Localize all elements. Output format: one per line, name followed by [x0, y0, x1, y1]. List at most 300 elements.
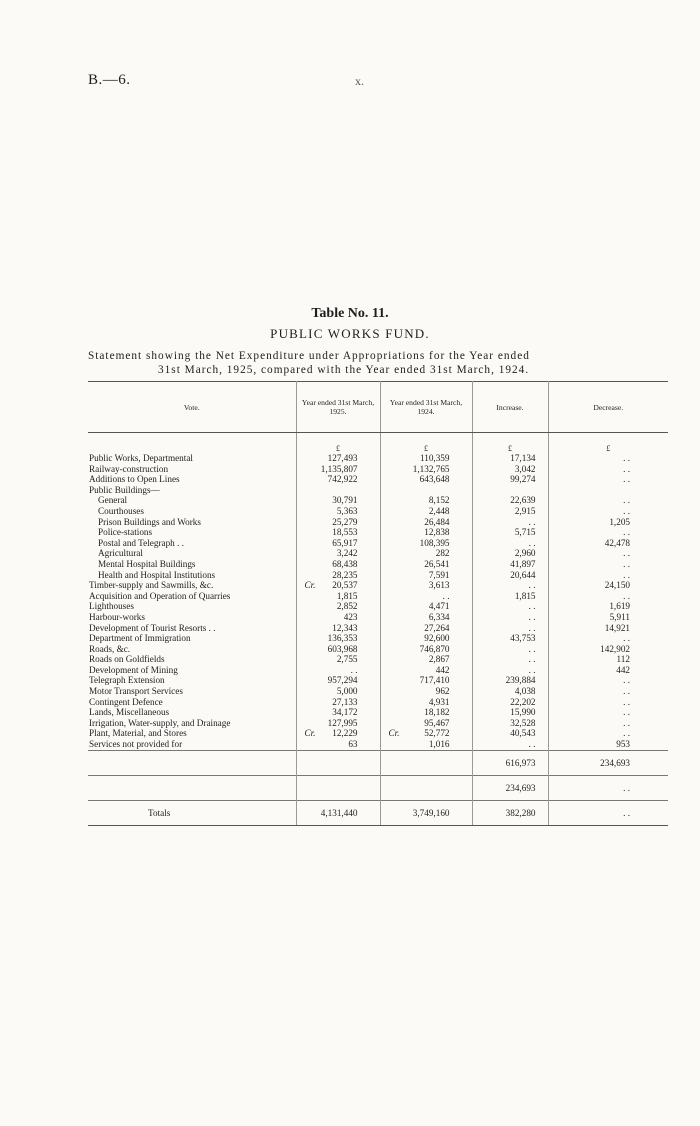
cell-decrease-value: . . — [623, 633, 630, 644]
cell-increase-value: . . — [528, 516, 536, 527]
subtotal-row-cell-1924 — [380, 750, 472, 775]
cell-decrease-value: 112 — [616, 654, 630, 665]
vote-label: Postal and Telegraph . . — [88, 538, 296, 549]
cell-1924 — [380, 517, 472, 528]
cell-1925-value: 127,995 — [327, 717, 358, 728]
net-row — [88, 775, 668, 800]
cell-increase-value: . . — [528, 601, 536, 612]
cell-1924 — [380, 559, 472, 570]
cell-1924 — [380, 718, 472, 729]
table-row — [88, 517, 668, 528]
cell-1925 — [296, 527, 380, 538]
cell-increase — [472, 495, 548, 506]
cell-1925-value: 1,815 — [336, 590, 358, 601]
cell-1924-value: 3,613 — [428, 580, 450, 591]
cell-1924 — [380, 739, 472, 750]
vote-label: Courthouses — [88, 506, 296, 517]
cell-1925 — [296, 453, 380, 464]
table-row — [88, 601, 668, 612]
table-row — [88, 495, 668, 506]
cell-1925 — [296, 644, 380, 655]
vote-label: Irrigation, Water-supply, and Drainage — [88, 718, 296, 729]
cell-1925-value: 28,235 — [332, 569, 358, 580]
cell-decrease — [548, 580, 668, 591]
cell-increase-value: . . — [528, 739, 536, 750]
cell-1924-value: 26,484 — [424, 516, 450, 527]
cell-increase — [472, 707, 548, 718]
cell-increase-value: 2,915 — [514, 505, 536, 516]
table-row — [88, 633, 668, 644]
cell-1924-value: 92,600 — [424, 633, 450, 644]
cell-decrease — [548, 453, 668, 464]
cell-decrease-value: . . — [623, 717, 630, 728]
cell-1925-value: 12,229 — [332, 728, 358, 739]
document-code: B.—6. — [88, 72, 131, 88]
cell-1925-value: 1,135,807 — [320, 463, 358, 474]
cell-increase — [472, 485, 548, 496]
vote-label: Roads, &c. — [88, 644, 296, 655]
cell-increase-value: . . — [528, 664, 536, 675]
cell-1925-value: 5,000 — [336, 686, 358, 697]
table-row — [88, 728, 668, 739]
cell-increase-value: 3,042 — [514, 463, 536, 474]
cell-decrease-value: . . — [623, 505, 630, 516]
table-row — [88, 686, 668, 697]
cell-decrease — [548, 739, 668, 750]
cell-1924 — [380, 570, 472, 581]
unit-increase: £ — [472, 433, 548, 454]
cell-1925-value: 34,172 — [332, 707, 358, 718]
cell-increase-value: . . — [528, 654, 536, 665]
statement-heading — [88, 349, 656, 377]
statement-line-2: 31st March, 1925, compared with the Year ended 31st March, 1924. — [158, 364, 530, 376]
vote-label: Additions to Open Lines — [88, 474, 296, 485]
cell-decrease-value: . . — [623, 495, 630, 506]
cell-decrease — [548, 570, 668, 581]
cell-1924-value: 26,541 — [424, 558, 450, 569]
cell-decrease — [548, 485, 668, 496]
cell-1925-value: 603,968 — [327, 643, 358, 654]
cell-decrease — [548, 697, 668, 708]
cell-1925 — [296, 506, 380, 517]
totals-row-cell-decrease: . . — [548, 800, 668, 825]
vote-label: Motor Transport Services — [88, 686, 296, 697]
cell-1924 — [380, 474, 472, 485]
cell-1925-value: 127,493 — [327, 453, 358, 463]
cell-1925-value: 136,353 — [327, 633, 358, 644]
net-row-cell-1925 — [296, 775, 380, 800]
cell-1925 — [296, 612, 380, 623]
cell-decrease — [548, 718, 668, 729]
vote-label: Services not provided for — [88, 739, 296, 750]
table-subtitle: PUBLIC WORKS FUND. — [270, 326, 430, 341]
cell-1925 — [296, 707, 380, 718]
cell-decrease — [548, 728, 668, 739]
cell-1925-value: 18,553 — [332, 527, 358, 538]
table-row — [88, 697, 668, 708]
totals-row-cell-1924: 3,749,160 — [380, 800, 472, 825]
cell-1924 — [380, 675, 472, 686]
cell-increase-value: . . — [528, 537, 536, 548]
unit-decrease: £ — [606, 444, 611, 453]
vote-label: Railway-construction — [88, 464, 296, 475]
cell-decrease-value: . . — [623, 453, 630, 463]
cell-increase-value: 4,038 — [514, 686, 536, 697]
table-row — [88, 570, 668, 581]
col-header-1924: Year ended 31st March, 1924. — [380, 382, 472, 433]
cell-increase — [472, 527, 548, 538]
cell-increase — [472, 675, 548, 686]
cell-increase — [472, 580, 548, 591]
subtotal-row-cell-increase: 616,973 — [472, 750, 548, 775]
cell-1925 — [296, 718, 380, 729]
cell-decrease — [548, 623, 668, 634]
table-row — [88, 548, 668, 559]
cell-1925 — [296, 580, 380, 591]
subtotal-row-cell-decrease: 234,693 — [548, 750, 668, 775]
cell-1925-value: . . — [350, 664, 358, 675]
cell-1925-value: 25,279 — [332, 516, 358, 527]
cell-1925 — [296, 728, 380, 739]
page-number: x. — [355, 74, 364, 88]
table-row — [88, 654, 668, 665]
cell-decrease — [548, 686, 668, 697]
cell-1925 — [296, 623, 380, 634]
cell-decrease-value: . . — [623, 463, 630, 474]
cell-decrease — [548, 474, 668, 485]
cell-increase — [472, 739, 548, 750]
cell-decrease — [548, 464, 668, 475]
cell-decrease-value: 442 — [616, 664, 630, 675]
cell-increase-value: 41,897 — [510, 558, 536, 569]
table-row — [88, 718, 668, 729]
cell-increase-value: 20,644 — [510, 569, 536, 580]
cell-increase — [472, 728, 548, 739]
cell-decrease-value: . . — [623, 590, 630, 601]
cell-1924-value: 2,448 — [428, 505, 450, 516]
cell-1924-value: 110,359 — [419, 453, 450, 463]
cell-decrease-value: . . — [623, 527, 630, 538]
cell-increase — [472, 506, 548, 517]
col-header-decrease: Decrease. — [548, 382, 668, 433]
cell-1925-value: 742,922 — [327, 474, 358, 485]
cell-1924-value: . . — [442, 590, 450, 601]
unit-1925: £ — [296, 433, 380, 454]
cell-1924-value: 12,838 — [424, 527, 450, 538]
cell-1925 — [296, 665, 380, 676]
vote-label: Development of Tourist Resorts . . — [88, 623, 296, 634]
cell-1924 — [380, 601, 472, 612]
cell-1924-value: 4,931 — [428, 696, 450, 707]
table-row — [88, 474, 668, 485]
vote-label: Police-stations — [88, 527, 296, 538]
cell-1924-value: 962 — [435, 686, 450, 697]
cell-increase — [472, 686, 548, 697]
cell-1924-value: 8,152 — [428, 495, 450, 506]
cell-1925 — [296, 697, 380, 708]
vote-label: Lighthouses — [88, 601, 296, 612]
table-row — [88, 644, 668, 655]
vote-label: Agricultural — [88, 548, 296, 559]
cell-increase-value: . . — [528, 611, 536, 622]
cell-increase-value: 5,715 — [514, 527, 536, 538]
totals-row-cell-increase: 382,280 — [472, 800, 548, 825]
cell-increase-value: 22,202 — [510, 696, 536, 707]
cell-increase — [472, 570, 548, 581]
credit-marker: Cr. — [388, 728, 400, 739]
cell-1924-value: 643,648 — [419, 474, 450, 485]
cell-increase-value: 22,639 — [510, 495, 536, 506]
cell-1925-value: 68,438 — [332, 558, 358, 569]
expenditure-table — [88, 381, 668, 826]
cell-1924 — [380, 623, 472, 634]
cell-1925-value: 12,343 — [332, 622, 358, 633]
cell-1924 — [380, 464, 472, 475]
cell-1924-value: 2,867 — [428, 654, 450, 665]
cell-increase — [472, 633, 548, 644]
col-header-vote: Vote. — [88, 382, 296, 433]
cell-decrease — [548, 517, 668, 528]
vote-label: Contingent Defence — [88, 697, 296, 708]
cell-decrease — [548, 538, 668, 549]
vote-label: Harbour-works — [88, 612, 296, 623]
cell-1925 — [296, 474, 380, 485]
vote-label: Lands, Miscellaneous — [88, 707, 296, 718]
cell-1924 — [380, 506, 472, 517]
cell-decrease-value: 1,619 — [609, 601, 630, 612]
cell-increase-value: 1,815 — [514, 590, 536, 601]
table-row — [88, 707, 668, 718]
credit-marker: Cr. — [304, 580, 316, 591]
cell-1925 — [296, 538, 380, 549]
cell-1925-value: 2,852 — [336, 601, 358, 612]
subtotal-row-cell-1925 — [296, 750, 380, 775]
cell-increase-value: 43,753 — [510, 633, 536, 644]
cell-1924 — [380, 453, 472, 464]
cell-increase — [472, 453, 548, 464]
cell-increase — [472, 612, 548, 623]
cell-increase — [472, 718, 548, 729]
cell-1925-value: 957,294 — [327, 675, 358, 686]
vote-label: Acquisition and Operation of Quarries — [88, 591, 296, 602]
cell-1924 — [380, 654, 472, 665]
cell-decrease-value: . . — [623, 675, 630, 686]
vote-label: General — [88, 495, 296, 506]
net-row-cell-1924 — [380, 775, 472, 800]
cell-1924-value: 95,467 — [424, 717, 450, 728]
cell-1925 — [296, 485, 380, 496]
vote-label: Department of Immigration — [88, 633, 296, 644]
cell-1925-value: 20,537 — [332, 580, 358, 591]
credit-marker: Cr. — [304, 728, 316, 739]
totals-row-label: Totals — [88, 800, 296, 825]
cell-increase-value: 99,274 — [510, 474, 536, 485]
vote-label: Development of Mining — [88, 665, 296, 676]
cell-increase-value: 239,884 — [505, 675, 536, 686]
vote-label: Timber-supply and Sawmills, &c. — [88, 580, 296, 591]
cell-1924-value: 282 — [435, 548, 450, 559]
table-row — [88, 464, 668, 475]
cell-1924-value: 18,182 — [424, 707, 450, 718]
cell-increase — [472, 654, 548, 665]
cell-1924-value: 717,410 — [419, 675, 450, 686]
cell-increase-value: 15,990 — [510, 707, 536, 718]
cell-decrease — [548, 675, 668, 686]
cell-increase-value: . . — [528, 622, 536, 633]
cell-increase — [472, 697, 548, 708]
table-row — [88, 485, 668, 496]
cell-1924 — [380, 580, 472, 591]
net-row-label — [88, 775, 296, 800]
cell-increase — [472, 548, 548, 559]
table-row — [88, 612, 668, 623]
cell-decrease — [548, 506, 668, 517]
cell-decrease — [548, 654, 668, 665]
cell-1924 — [380, 612, 472, 623]
cell-1924-value: 27,264 — [424, 622, 450, 633]
cell-increase — [472, 665, 548, 676]
cell-increase-value: 17,134 — [510, 453, 536, 463]
col-header-increase: Increase. — [472, 382, 548, 433]
cell-increase — [472, 559, 548, 570]
cell-decrease-value: . . — [623, 474, 630, 485]
cell-decrease — [548, 527, 668, 538]
cell-1924-value: 746,870 — [419, 643, 450, 654]
cell-decrease-value: . . — [623, 707, 630, 718]
table-row — [88, 453, 668, 464]
subtotal-row — [88, 750, 668, 775]
cell-1924 — [380, 644, 472, 655]
cell-decrease — [548, 665, 668, 676]
net-row-cell-increase: 234,693 — [472, 775, 548, 800]
cell-1924 — [380, 633, 472, 644]
cell-1925 — [296, 548, 380, 559]
cell-decrease — [548, 707, 668, 718]
cell-1924 — [380, 665, 472, 676]
vote-label: Public Buildings— — [88, 485, 296, 496]
cell-1925 — [296, 601, 380, 612]
table-row — [88, 580, 668, 591]
cell-increase — [472, 591, 548, 602]
vote-label: Health and Hospital Institutions — [88, 570, 296, 581]
cell-1925 — [296, 739, 380, 750]
cell-1925 — [296, 633, 380, 644]
col-header-1925: Year ended 31st March, 1925. — [296, 382, 380, 433]
cell-1924-value: 52,772 — [424, 728, 450, 739]
net-row-cell-decrease: . . — [548, 775, 668, 800]
cell-1924-value: 7,591 — [428, 569, 450, 580]
cell-1924 — [380, 591, 472, 602]
cell-decrease-value: 953 — [616, 739, 630, 750]
cell-1925 — [296, 686, 380, 697]
cell-1924 — [380, 485, 472, 496]
cell-1925-value: 27,133 — [332, 696, 358, 707]
cell-decrease — [548, 612, 668, 623]
cell-decrease-value: . . — [623, 558, 630, 569]
table-row — [88, 538, 668, 549]
cell-1925 — [296, 591, 380, 602]
cell-1924 — [380, 538, 472, 549]
cell-decrease — [548, 633, 668, 644]
cell-1924-value: 1,132,765 — [412, 463, 450, 474]
cell-1925 — [296, 675, 380, 686]
cell-1924-value: 6,334 — [428, 611, 450, 622]
cell-decrease-value: . . — [623, 686, 630, 697]
cell-decrease-value: 42,478 — [604, 537, 630, 548]
table-row — [88, 591, 668, 602]
cell-decrease-value: . . — [623, 696, 630, 707]
cell-increase — [472, 623, 548, 634]
cell-increase — [472, 538, 548, 549]
cell-1925-value: 3,242 — [336, 548, 358, 559]
cell-decrease — [548, 644, 668, 655]
cell-1924 — [380, 707, 472, 718]
vote-label: Telegraph Extension — [88, 675, 296, 686]
vote-label: Roads on Goldfields — [88, 654, 296, 665]
cell-1925 — [296, 464, 380, 475]
cell-1925-value: 65,917 — [332, 537, 358, 548]
cell-increase-value: 2,960 — [514, 548, 536, 559]
vote-label: Mental Hospital Buildings — [88, 559, 296, 570]
table-row — [88, 623, 668, 634]
cell-increase-value: . . — [528, 580, 536, 591]
vote-label: Prison Buildings and Works — [88, 517, 296, 528]
cell-1925-value: 423 — [343, 611, 358, 622]
cell-decrease-value: 24,150 — [604, 580, 630, 591]
cell-1924-value: 1,016 — [428, 739, 450, 750]
cell-increase — [472, 464, 548, 475]
cell-decrease-value: 142,902 — [600, 643, 630, 654]
cell-1924 — [380, 495, 472, 506]
cell-increase — [472, 601, 548, 612]
cell-1924-value: 442 — [435, 664, 450, 675]
cell-1924-value: 108,395 — [419, 537, 450, 548]
cell-decrease-value: 14,921 — [604, 622, 630, 633]
cell-increase — [472, 644, 548, 655]
statement-line-1: Statement showing the Net Expenditure under Appropriations for the Year ended — [88, 350, 530, 362]
table-row — [88, 739, 668, 750]
totals-row-cell-1925: 4,131,440 — [296, 800, 380, 825]
cell-decrease-value: . . — [623, 548, 630, 559]
table-row — [88, 675, 668, 686]
vote-label: Plant, Material, and Stores — [88, 728, 296, 739]
cell-1925 — [296, 570, 380, 581]
cell-decrease — [548, 495, 668, 506]
table-title: Table No. 11. — [311, 306, 389, 321]
table-row — [88, 527, 668, 538]
cell-1925 — [296, 654, 380, 665]
cell-decrease — [548, 591, 668, 602]
cell-increase — [472, 517, 548, 528]
cell-decrease — [548, 559, 668, 570]
cell-increase-value: 40,543 — [510, 728, 536, 739]
cell-1924-value: 4,471 — [428, 601, 450, 612]
cell-increase-value: . . — [528, 643, 536, 654]
table-row — [88, 559, 668, 570]
cell-1924 — [380, 548, 472, 559]
cell-1925 — [296, 495, 380, 506]
cell-1924 — [380, 697, 472, 708]
table-row — [88, 506, 668, 517]
cell-decrease — [548, 548, 668, 559]
cell-1924 — [380, 686, 472, 697]
cell-increase-value: 32,528 — [510, 717, 536, 728]
cell-1924 — [380, 527, 472, 538]
cell-1925-value: 63 — [348, 739, 358, 750]
cell-1924 — [380, 728, 472, 739]
subtotal-row-label — [88, 750, 296, 775]
cell-decrease — [548, 601, 668, 612]
